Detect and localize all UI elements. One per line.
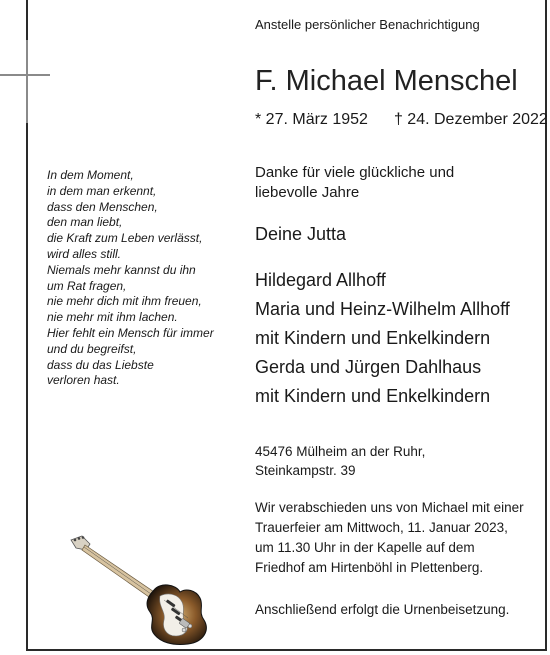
poem-line: verloren hast. <box>47 373 120 388</box>
memorial-poem <box>47 168 247 389</box>
mourner-line: Maria und Heinz-Wilhelm Allhoff <box>255 299 510 319</box>
service-info <box>255 498 535 578</box>
guitar-icon <box>68 532 228 647</box>
thanks-line: liebevolle Jahre <box>255 184 360 201</box>
service-line: Wir verabschieden uns von Michael mit einer <box>255 500 524 515</box>
thanks-line: Danke für viele glückliche und <box>255 164 455 181</box>
urn-notice: Anschließend erfolgt die Urnenbeisetzung. <box>255 602 510 617</box>
thanks-text <box>255 163 515 203</box>
service-line: Friedhof am Hirtenböhl in Plettenberg. <box>255 560 484 575</box>
poem-line: dass den Menschen, <box>47 199 158 214</box>
poem-line: dass du das Liebste <box>47 357 154 372</box>
poem-line: und du begreifst, <box>47 341 137 356</box>
poem-line: wird alles still. <box>47 246 122 261</box>
mourners-list <box>255 266 510 411</box>
poem-line: Niemals mehr kannst du ihn <box>47 262 196 277</box>
cross-icon-horizontal <box>0 74 50 76</box>
address-block <box>255 442 425 480</box>
poem-line: nie mehr dich mit ihm freuen, <box>47 294 202 309</box>
notice-heading: Anstelle persönlicher Benachrichtigung <box>255 17 480 32</box>
poem-line: den man liebt, <box>47 215 123 230</box>
life-dates <box>255 111 548 129</box>
poem-line: in dem man erkennt, <box>47 183 157 198</box>
signer-name: Deine Jutta <box>255 224 347 244</box>
poem-line: nie mehr mit ihm lachen. <box>47 310 178 325</box>
mourner-line: mit Kindern und Enkelkindern <box>255 386 491 406</box>
mourner-line: mit Kindern und Enkelkindern <box>255 328 491 348</box>
deceased-name: F. Michael Menschel <box>255 65 518 97</box>
death-date: † 24. Dezember 2022 <box>393 111 548 128</box>
poem-line: um Rat fragen, <box>47 278 127 293</box>
cross-icon-vertical <box>26 40 28 123</box>
service-line: Trauerfeier am Mittwoch, 11. Januar 2023, <box>255 520 508 535</box>
poem-line: die Kraft zum Leben verlässt, <box>47 231 203 246</box>
address-line: Steinkampstr. 39 <box>255 463 356 478</box>
mourner-line: Gerda und Jürgen Dahlhaus <box>255 357 482 377</box>
poem-line: Hier fehlt ein Mensch für immer <box>47 325 214 340</box>
mourner-line: Hildegard Allhoff <box>255 270 386 290</box>
service-line: um 11.30 Uhr in der Kapelle auf dem <box>255 540 475 555</box>
birth-date: * 27. März 1952 <box>255 111 368 128</box>
address-line: 45476 Mülheim an der Ruhr, <box>255 444 426 459</box>
poem-line: In dem Moment, <box>47 168 134 182</box>
